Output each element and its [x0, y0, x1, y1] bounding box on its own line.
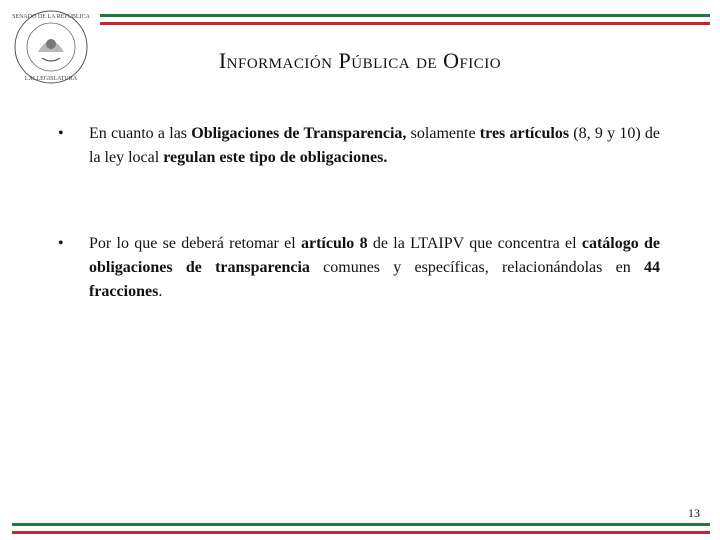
header-tricolor-stripes: [100, 14, 710, 27]
text-segment-bold: Obligaciones de Transparencia,: [191, 125, 407, 142]
footer-tricolor-stripes: [12, 523, 710, 536]
page-number: 13: [688, 506, 700, 520]
bullet-item-obligaciones: [58, 122, 660, 170]
bullet-list: [58, 122, 660, 304]
svg-text:LXI LEGISLATURA: LXI LEGISLATURA: [24, 76, 78, 82]
white-stripe: [100, 19, 710, 20]
text-segment-bold: catálogo de obligaciones de transparencia: [89, 235, 661, 276]
text-segment-bold: artículo 8: [300, 235, 368, 252]
green-stripe: [12, 523, 710, 526]
text-segment: comunes y específicas, relacionándolas en: [309, 259, 644, 276]
bullet-dot: •: [58, 125, 64, 142]
text-segment: En cuanto a las: [89, 125, 192, 142]
bullet-item-articulo-8: [58, 232, 660, 304]
text-segment: (8, 9 y 10) de la ley local: [89, 125, 661, 166]
senate-seal-logo: [12, 8, 90, 86]
text-segment: Por lo que se deberá retomar el: [89, 235, 301, 252]
text-segment-bold: 44 fracciones: [89, 259, 660, 300]
bullet-dot: •: [58, 235, 64, 252]
red-stripe: [100, 22, 710, 25]
white-stripe: [12, 528, 710, 529]
text-segment: .: [158, 283, 163, 300]
text-segment: de la LTAIPV que concentra el: [367, 235, 582, 252]
green-stripe: [100, 14, 710, 17]
seal-icon: [12, 8, 90, 86]
text-segment-bold: tres artículos: [479, 125, 570, 142]
svg-text:SENADO DE LA REPÚBLICA: SENADO DE LA REPÚBLICA: [12, 14, 90, 20]
red-stripe: [12, 531, 710, 534]
page-title: Información Pública de Oficio: [218, 48, 502, 73]
text-segment: solamente: [406, 125, 480, 142]
text-segment-bold: regulan este tipo de obligaciones.: [163, 149, 388, 166]
